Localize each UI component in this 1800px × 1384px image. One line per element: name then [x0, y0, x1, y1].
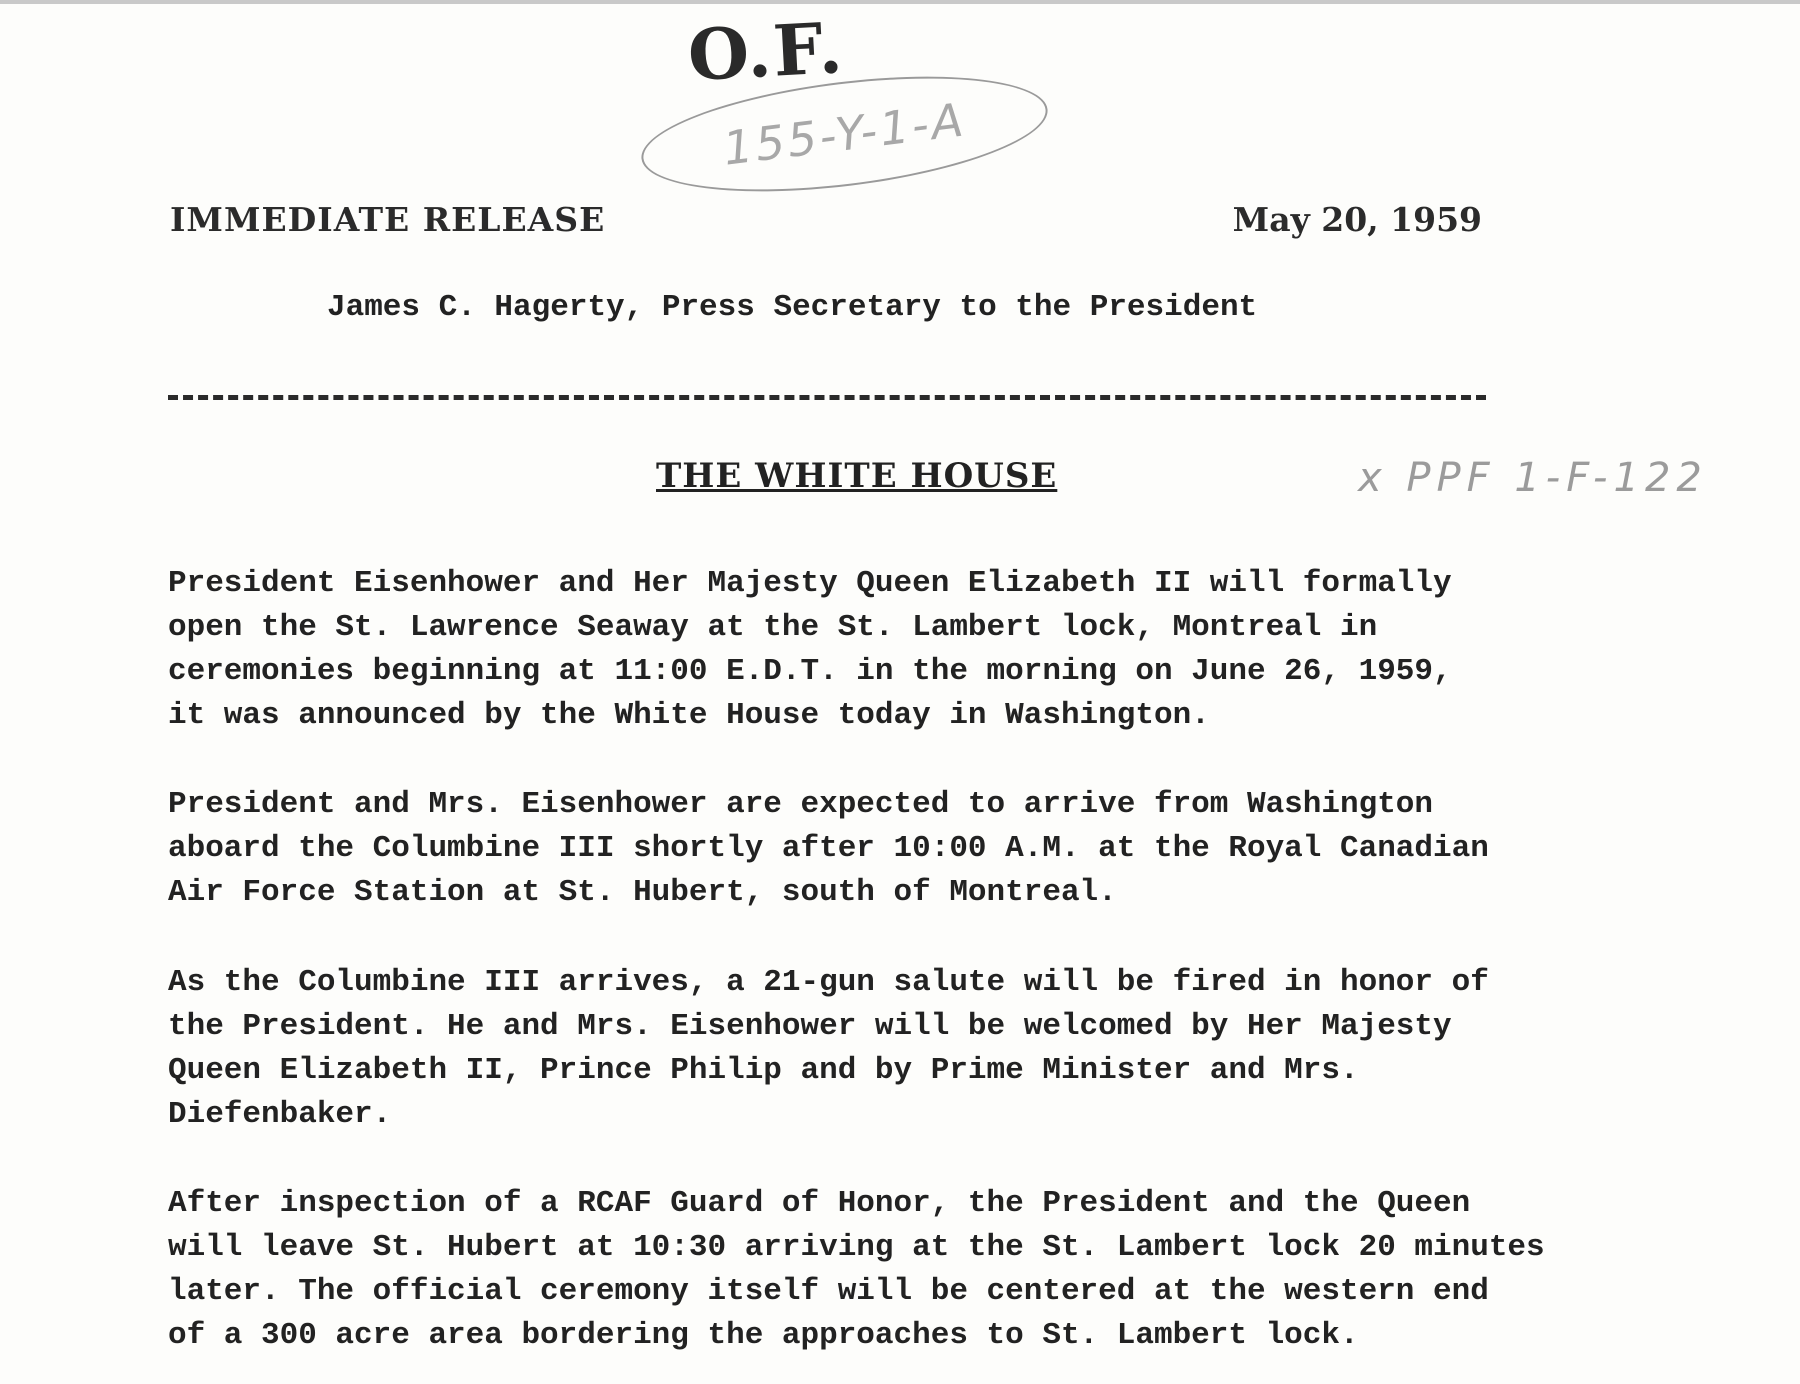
paragraph-2: President and Mrs. Eisenhower are expected to arrive from Washington aboard the Columbine III shortly after 10:00 A.M. at the Royal Canadian Air Force Station at St. Hubert, south of Montreal. — [168, 787, 1489, 910]
handwritten-filing-note: x PPF 1-F-122 — [1358, 455, 1708, 501]
office-file-mark: O.F. — [685, 5, 847, 98]
document-title: THE WHITE HOUSE — [656, 456, 1058, 496]
paragraph-4: After inspection of a RCAF Guard of Honor, the President and the Queen will leave St. Hubert at 10:30 arriving at the St. Lambert lock 20 minutes later. The official ceremony itself will be centered at the western end of a 300 acre area bordering the approaches to St. Lambert lock. — [168, 1186, 1545, 1353]
press-secretary-byline: James C. Hagerty, Press Secretary to the President — [327, 290, 1258, 325]
file-number-text: 155-Y-1-A — [720, 92, 969, 176]
paragraph-1: President Eisenhower and Her Majesty Queen Elizabeth II will formally open the St. Lawrence Seaway at the St. Lambert lock, Montreal in ceremonies beginning at 11:00 E.D.T. in the morning on June 26, 1959, it was announced by the White House today in Washington. — [168, 566, 1452, 733]
release-date: May 20, 1959 — [1232, 200, 1482, 239]
paragraph-3: As the Columbine III arrives, a 21-gun salute will be fired in honor of the President. He and Mrs. Eisenhower will be welcomed by Her Majesty Queen Elizabeth II, Prince Philip and by Prime Minister and Mrs. Diefenbaker. — [168, 965, 1489, 1132]
release-label: IMMEDIATE RELEASE — [170, 200, 606, 239]
dashed-separator — [168, 395, 1486, 400]
